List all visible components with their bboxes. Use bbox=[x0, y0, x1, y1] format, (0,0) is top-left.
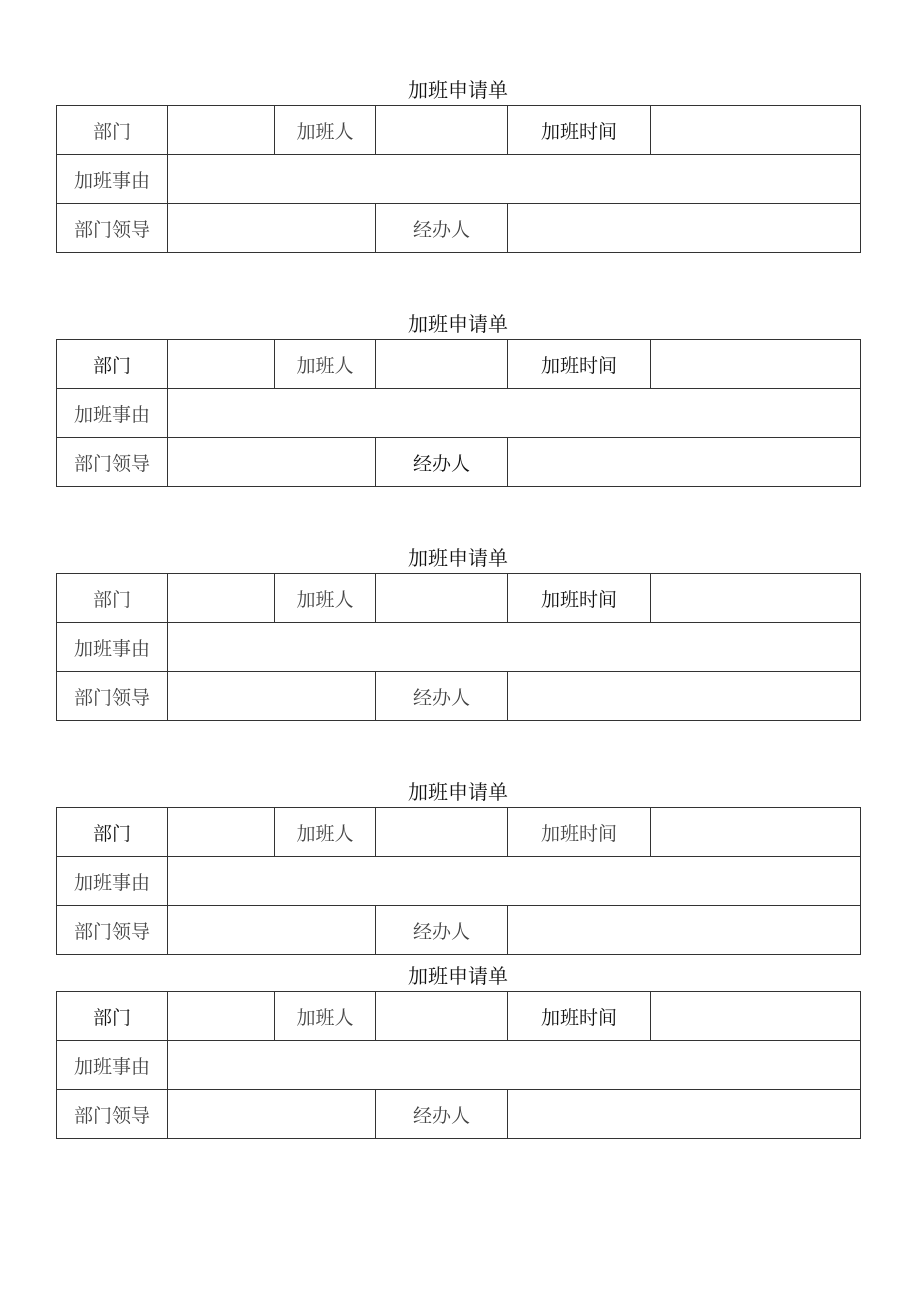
form-title: 加班申请单 bbox=[408, 546, 508, 570]
overtime-time-field[interactable] bbox=[651, 340, 861, 389]
form-table bbox=[56, 573, 861, 721]
handler-label: 经办人 bbox=[376, 204, 508, 253]
table-row bbox=[57, 204, 861, 253]
table-row bbox=[57, 808, 861, 857]
form-table bbox=[56, 807, 861, 955]
overtime-time-field[interactable] bbox=[651, 106, 861, 155]
leader-field[interactable] bbox=[168, 204, 376, 253]
form-title: 加班申请单 bbox=[408, 312, 508, 336]
dept-field[interactable] bbox=[168, 574, 275, 623]
handler-label: 经办人 bbox=[376, 906, 508, 955]
reason-label: 加班事由 bbox=[57, 389, 168, 438]
overtime-time-label: 加班时间 bbox=[508, 808, 651, 857]
reason-field[interactable] bbox=[168, 623, 861, 672]
handler-field[interactable] bbox=[508, 1090, 861, 1139]
table-row bbox=[57, 574, 861, 623]
dept-label: 部门 bbox=[57, 574, 168, 623]
reason-field[interactable] bbox=[168, 155, 861, 204]
overtime-person-label: 加班人 bbox=[275, 340, 376, 389]
table-row bbox=[57, 389, 861, 438]
leader-field[interactable] bbox=[168, 1090, 376, 1139]
overtime-person-field[interactable] bbox=[376, 340, 508, 389]
form-title: 加班申请单 bbox=[408, 78, 508, 102]
form-table bbox=[56, 105, 861, 253]
dept-label: 部门 bbox=[57, 340, 168, 389]
reason-field[interactable] bbox=[168, 857, 861, 906]
dept-field[interactable] bbox=[168, 340, 275, 389]
handler-field[interactable] bbox=[508, 906, 861, 955]
leader-label: 部门领导 bbox=[57, 672, 168, 721]
reason-label: 加班事由 bbox=[57, 857, 168, 906]
handler-field[interactable] bbox=[508, 204, 861, 253]
overtime-time-label: 加班时间 bbox=[508, 340, 651, 389]
overtime-time-field[interactable] bbox=[651, 808, 861, 857]
leader-field[interactable] bbox=[168, 672, 376, 721]
table-row bbox=[57, 1041, 861, 1090]
table-row bbox=[57, 857, 861, 906]
reason-label: 加班事由 bbox=[57, 623, 168, 672]
reason-label: 加班事由 bbox=[57, 155, 168, 204]
handler-label: 经办人 bbox=[376, 672, 508, 721]
handler-field[interactable] bbox=[508, 672, 861, 721]
form-title: 加班申请单 bbox=[408, 964, 508, 988]
leader-label: 部门领导 bbox=[57, 1090, 168, 1139]
reason-field[interactable] bbox=[168, 389, 861, 438]
table-row bbox=[57, 438, 861, 487]
dept-field[interactable] bbox=[168, 106, 275, 155]
overtime-person-label: 加班人 bbox=[275, 106, 376, 155]
overtime-person-field[interactable] bbox=[376, 106, 508, 155]
leader-label: 部门领导 bbox=[57, 204, 168, 253]
table-row bbox=[57, 340, 861, 389]
leader-label: 部门领导 bbox=[57, 438, 168, 487]
overtime-time-label: 加班时间 bbox=[508, 574, 651, 623]
table-row bbox=[57, 1090, 861, 1139]
table-row bbox=[57, 672, 861, 721]
overtime-time-field[interactable] bbox=[651, 992, 861, 1041]
table-row bbox=[57, 106, 861, 155]
overtime-time-label: 加班时间 bbox=[508, 992, 651, 1041]
form-table bbox=[56, 991, 861, 1139]
dept-label: 部门 bbox=[57, 106, 168, 155]
table-row bbox=[57, 155, 861, 204]
overtime-time-label: 加班时间 bbox=[508, 106, 651, 155]
overtime-person-label: 加班人 bbox=[275, 574, 376, 623]
dept-field[interactable] bbox=[168, 808, 275, 857]
table-row bbox=[57, 906, 861, 955]
reason-field[interactable] bbox=[168, 1041, 861, 1090]
dept-label: 部门 bbox=[57, 992, 168, 1041]
leader-label: 部门领导 bbox=[57, 906, 168, 955]
dept-label: 部门 bbox=[57, 808, 168, 857]
leader-field[interactable] bbox=[168, 438, 376, 487]
leader-field[interactable] bbox=[168, 906, 376, 955]
form-table bbox=[56, 339, 861, 487]
overtime-person-label: 加班人 bbox=[275, 808, 376, 857]
handler-label: 经办人 bbox=[376, 438, 508, 487]
handler-label: 经办人 bbox=[376, 1090, 508, 1139]
handler-field[interactable] bbox=[508, 438, 861, 487]
table-row bbox=[57, 992, 861, 1041]
overtime-person-field[interactable] bbox=[376, 574, 508, 623]
overtime-person-field[interactable] bbox=[376, 992, 508, 1041]
overtime-person-field[interactable] bbox=[376, 808, 508, 857]
table-row bbox=[57, 623, 861, 672]
overtime-person-label: 加班人 bbox=[275, 992, 376, 1041]
reason-label: 加班事由 bbox=[57, 1041, 168, 1090]
overtime-time-field[interactable] bbox=[651, 574, 861, 623]
dept-field[interactable] bbox=[168, 992, 275, 1041]
form-title: 加班申请单 bbox=[408, 780, 508, 804]
